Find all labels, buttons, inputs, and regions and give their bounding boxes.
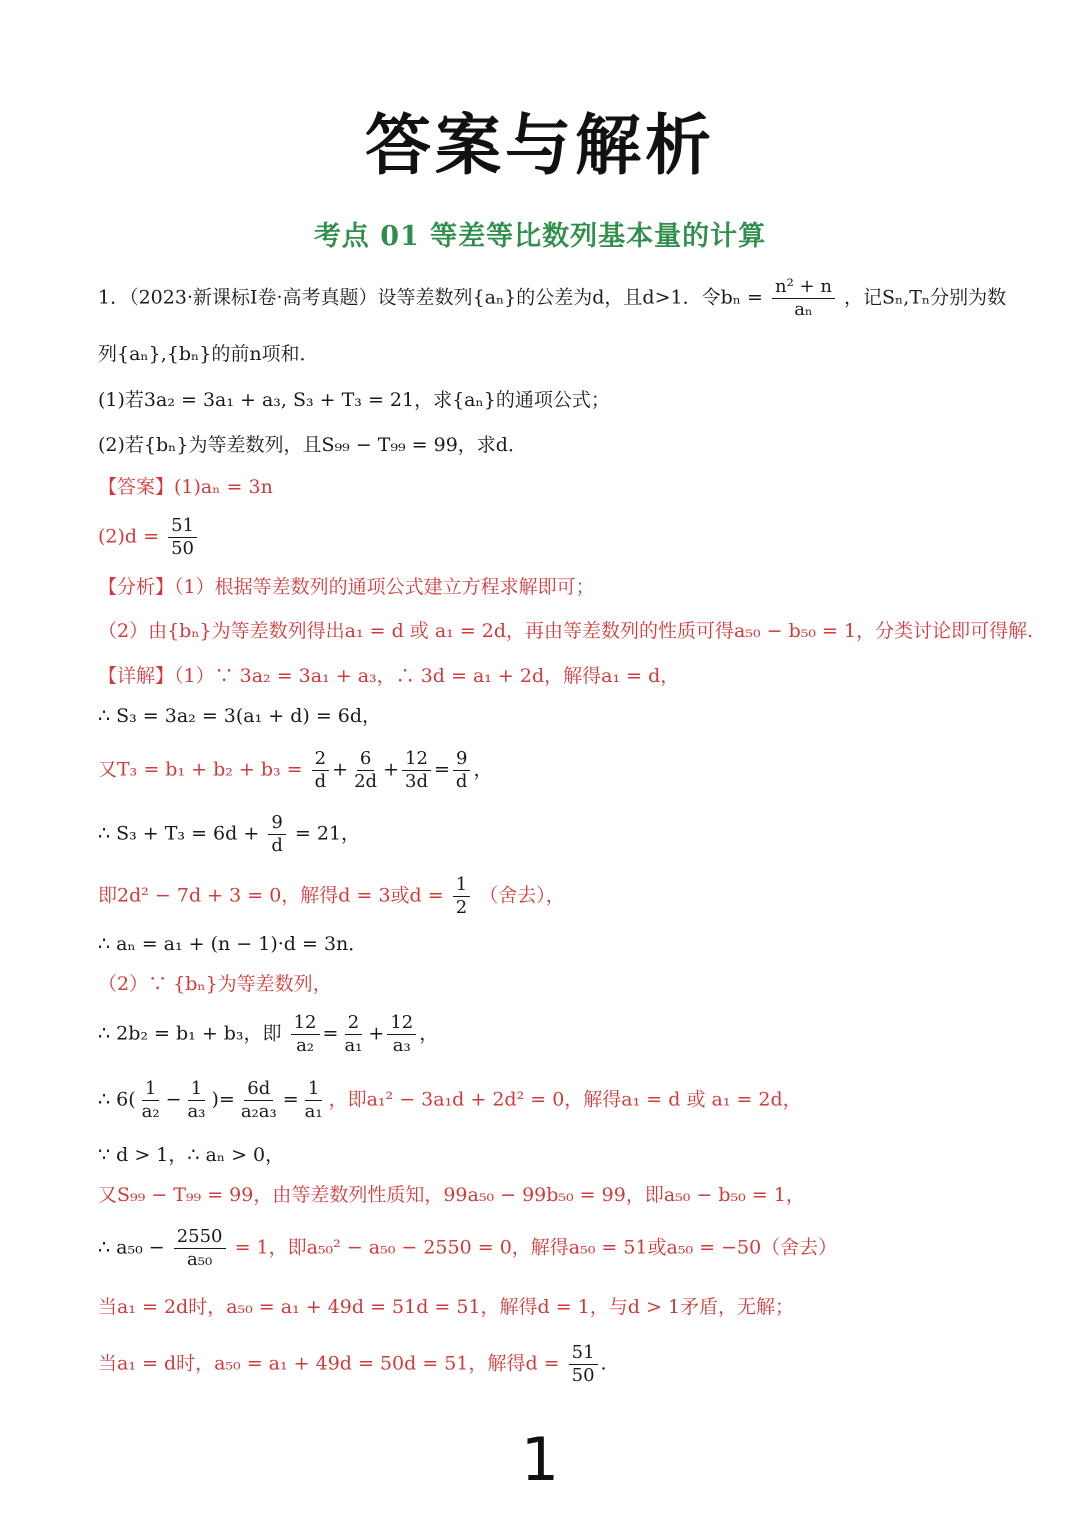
answer-line-2 — [98, 515, 1040, 560]
problem-line-1 — [98, 276, 1040, 321]
detail-text: = 21， — [294, 822, 361, 845]
answer-label: 【答案】 — [98, 476, 175, 498]
detail-line-14 — [98, 1342, 1040, 1387]
fraction: $\frac{1}{\text{a₁}}$ — [304, 1078, 323, 1122]
answer-2: (2)d = — [98, 525, 160, 548]
fraction: $\frac{9}{d}$ — [268, 812, 286, 857]
detail-text: . — [600, 1352, 607, 1375]
section-subtitle: 考点 01 等差等比数列基本量的计算 — [313, 221, 767, 252]
detail-text: 又T₃ = b₁ + b₂ + b₃ = — [98, 758, 303, 781]
detail-line-6: ∴ aₙ = a₁ + (n − 1)·d = 3n． — [98, 933, 368, 955]
detail-label: 【详解】 — [98, 665, 175, 687]
fraction-answer: $\frac{51}{50}$ — [168, 515, 197, 560]
fraction: $\frac{2}{d}$ — [312, 748, 330, 793]
question-2: (2)若{bₙ}为等差数列，且S₉₉ − T₉₉ = 99，求d． — [98, 434, 527, 456]
answer-1: (1)aₙ = 3n — [174, 476, 273, 498]
fraction-bn: $\frac{\text{n² + n}}{\text{aₙ}}$ — [772, 276, 835, 321]
analysis-text: （1）根据等差数列的通项公式建立方程求解即可； — [174, 576, 595, 598]
fraction: $\frac{2}{\text{a₁}}$ — [344, 1012, 363, 1056]
detail-line-5 — [98, 874, 1040, 919]
fraction: $\frac{12}{\text{a₃}}$ — [387, 1012, 416, 1057]
detail-text: ∴ 6( — [98, 1088, 136, 1111]
detail-text: 当a₁ = d时，a₅₀ = a₁ + 49d = 50d = 51，解得d = — [98, 1352, 560, 1375]
detail-line-8: ∴ 2b₂ = b₁ + b₃，即 $\frac{12}{\text{a₂}}$ = $\frac{2}{\text{a₁}}$ + $\frac{12}{\text{a₃}}$ ， — [98, 1012, 439, 1056]
fraction: $\frac{6}{2d}$ — [354, 748, 378, 792]
analysis-line-1 — [98, 573, 1040, 601]
fraction: $\frac{12}{\text{a₂}}$ — [291, 1012, 320, 1057]
detail-text: 即2d² − 7d + 3 = 0，解得d = 3或d = — [98, 884, 444, 907]
detail-text: （舍去）， — [479, 884, 565, 907]
fraction: $\frac{6d}{\text{a₂a₃}}$ — [240, 1078, 277, 1122]
detail-text: （1）∵ 3a₂ = 3a₁ + a₃，∴ 3d = a₁ + 2d，解得a₁ = d， — [174, 665, 680, 687]
fraction: $\frac{1}{\text{a₂}}$ — [141, 1078, 160, 1122]
detail-text: ∴ S₃ + T₃ = 6d + — [98, 822, 260, 845]
detail-line-4 — [98, 812, 1040, 857]
detail-text: ∴ 2b₂ = b₁ + b₃，即 — [98, 1022, 282, 1045]
detail-line-10: ∵ d > 1，∴ aₙ > 0， — [98, 1144, 285, 1166]
question-1: (1)若3a₂ = 3a₁ + a₃, S₃ + T₃ = 21，求{aₙ}的通项公式； — [98, 389, 610, 411]
analysis-line-2: （2）由{bₙ}为等差数列得出a₁ = d 或 a₁ = 2d，再由等差数列的性质可得a₅₀ − b₅₀ = 1，分类讨论即可得解. — [98, 620, 1034, 642]
detail-line-12 — [98, 1226, 1040, 1271]
fraction: $\frac{51}{50}$ — [569, 1342, 598, 1387]
detail-line-13: 当a₁ = 2d时，a₅₀ = a₁ + 49d = 51d = 51，解得d = 1，与d > 1矛盾，无解； — [98, 1296, 795, 1318]
fraction: $\frac{9}{d}$ — [453, 748, 471, 793]
page-title: 答案与解析 — [365, 107, 715, 184]
detail-text: ∴ a₅₀ − — [98, 1236, 165, 1259]
problem-text: ，记Sₙ,Tₙ分别为数 — [843, 286, 1007, 309]
detail-line-1 — [98, 662, 1040, 690]
detail-line-9: ∴ 6( $\frac{1}{\text{a₂}}$ − $\frac{1}{\text{a₃}}$ )= $\frac{6d}{\text{a₂a₃}}$ = $\frac{1}{\text{a₁}}$ ，即a₁² − 3a₁d + 2d² = 0，解得a₁ = d 或 a₁ = 2d， — [98, 1078, 802, 1122]
detail-text: = 1，即a₅₀² − a₅₀ − 2550 = 0，解得a₅₀ = 51或a₅₀ = −50（舍去） — [234, 1236, 838, 1259]
fraction: $\frac{1}{\text{a₃}}$ — [187, 1078, 206, 1122]
problem-line-2: 列{aₙ},{bₙ}的前n项和． — [98, 343, 319, 365]
fraction: $\frac{1}{2}$ — [453, 874, 470, 919]
detail-line-7: （2）∵ {bₙ}为等差数列， — [98, 973, 332, 995]
detail-line-3: 又T₃ = b₁ + b₂ + b₃ = $\frac{2}{d}$ + $\frac{6}{2d}$ + $\frac{12}{3d}$ = $\frac{9}{d}$ ， — [98, 748, 493, 792]
page-number: 1 — [520, 1425, 560, 1495]
fraction: $\frac{12}{3d}$ — [402, 748, 431, 793]
detail-line-2: ∴ S₃ = 3a₂ = 3(a₁ + d) = 6d， — [98, 705, 382, 727]
answer-line-1 — [98, 473, 1040, 501]
detail-text: ，即a₁² − 3a₁d + 2d² = 0，解得a₁ = d 或 a₁ = 2d， — [328, 1088, 802, 1111]
detail-line-11: 又S₉₉ − T₉₉ = 99，由等差数列性质知，99a₅₀ − 99b₅₀ = 99，即a₅₀ − b₅₀ = 1， — [98, 1184, 805, 1206]
problem-text: 1．（2023·新课标Ⅰ卷·高考真题）设等差数列{aₙ}的公差为d，且d>1．令bₙ = — [98, 286, 763, 309]
fraction: $\frac{2550}{\text{a₅₀}}$ — [174, 1226, 226, 1271]
analysis-label: 【分析】 — [98, 576, 175, 598]
